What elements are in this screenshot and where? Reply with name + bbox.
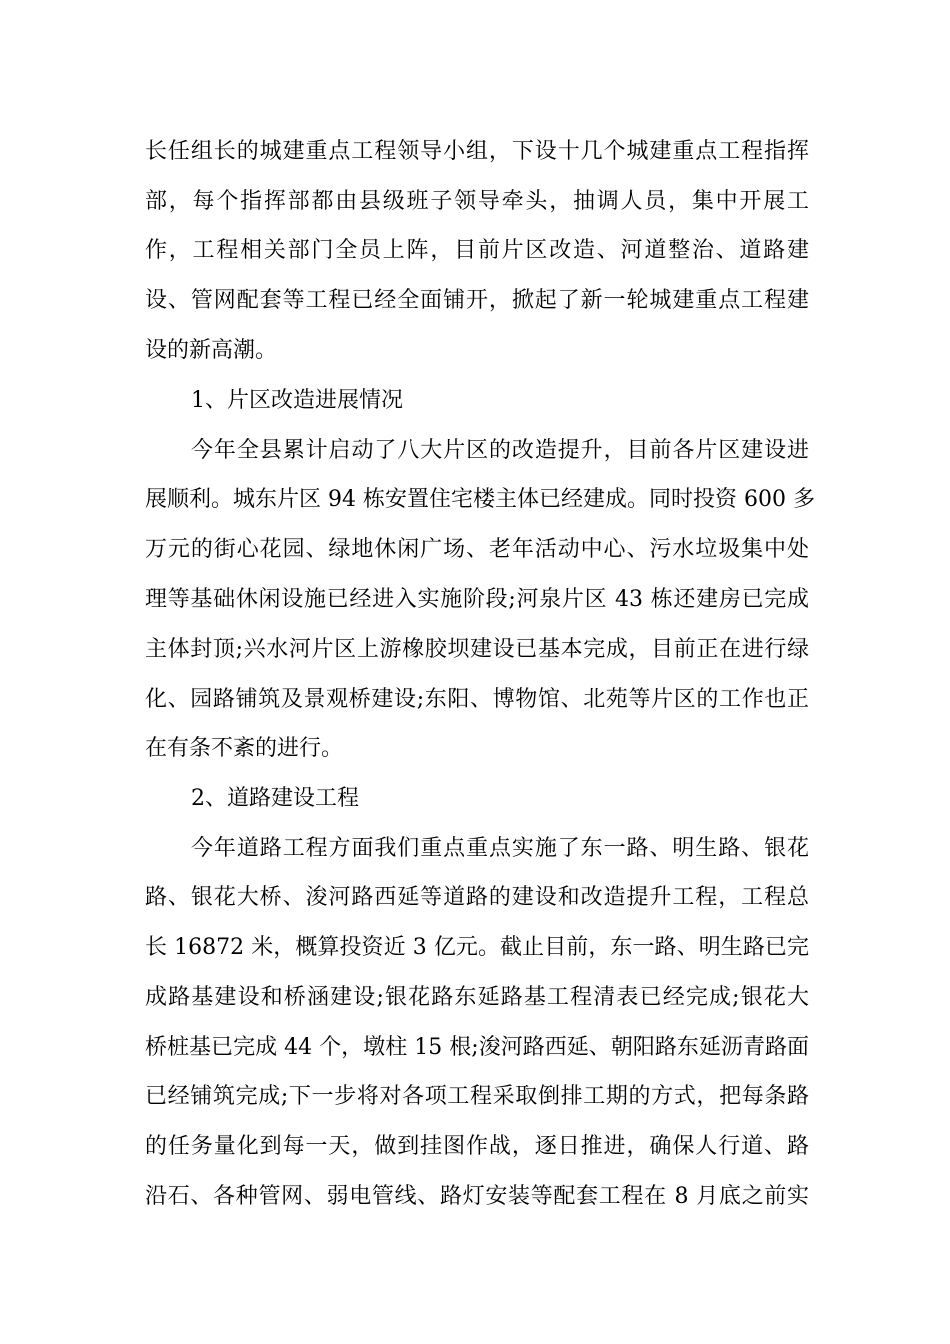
paragraph-line: 长 16872 米，概算投资近 3 亿元。截止目前，东一路、明生路已完	[145, 935, 809, 960]
paragraph-line: 已经铺筑完成;下一步将对各项工程采取倒排工期的方式，把每条路	[145, 1084, 809, 1109]
paragraph-line: 理等基础休闲设施已经进入实施阶段;河泉片区 43 栋还建房已完成	[145, 587, 809, 612]
paragraph-line: 长任组长的城建重点工程领导小组，下设十几个城建重点工程指挥	[145, 139, 809, 164]
paragraph-line: 沿石、各种管网、弱电管线、路灯安装等配套工程在 8 月底之前实	[145, 1184, 809, 1209]
paragraph-line: 万元的街心花园、绿地休闲广场、老年活动中心、污水垃圾集中处	[145, 537, 809, 562]
section-heading-2: 2、道路建设工程	[191, 786, 359, 811]
paragraph-line: 展顺利。城东片区 94 栋安置住宅楼主体已经建成。同时投资 600 多	[145, 487, 815, 512]
paragraph-line: 在有条不紊的进行。	[145, 736, 344, 761]
paragraph-line: 化、园路铺筑及景观桥建设;东阳、博物馆、北苑等片区的工作也正	[145, 687, 809, 712]
paragraph-line: 路、银花大桥、浚河路西延等道路的建设和改造提升工程，工程总	[145, 885, 809, 910]
paragraph-line: 今年全县累计启动了八大片区的改造提升，目前各片区建设进	[191, 438, 809, 463]
section-heading-1: 1、片区改造进展情况	[191, 388, 403, 413]
paragraph-line: 桥桩基已完成 44 个，墩柱 15 根;浚河路西延、朝阳路东延沥青路面	[145, 1035, 809, 1060]
paragraph-line: 作，工程相关部门全员上阵，目前片区改造、河道整治、道路建	[145, 238, 809, 263]
paragraph-line: 今年道路工程方面我们重点重点实施了东一路、明生路、银花	[191, 836, 809, 861]
paragraph-line: 主体封顶;兴水河片区上游橡胶坝建设已基本完成，目前正在进行绿	[145, 637, 809, 662]
paragraph-line: 设、管网配套等工程已经全面铺开，掀起了新一轮城建重点工程建	[145, 288, 809, 313]
paragraph-line: 的任务量化到每一天，做到挂图作战，逐日推进，确保人行道、路	[145, 1134, 809, 1159]
paragraph-line: 设的新高潮。	[145, 338, 278, 363]
paragraph-line: 成路基建设和桥涵建设;银花路东延路基工程清表已经完成;银花大	[145, 985, 809, 1010]
paragraph-line: 部，每个指挥部都由县级班子领导牵头，抽调人员，集中开展工	[145, 189, 809, 214]
